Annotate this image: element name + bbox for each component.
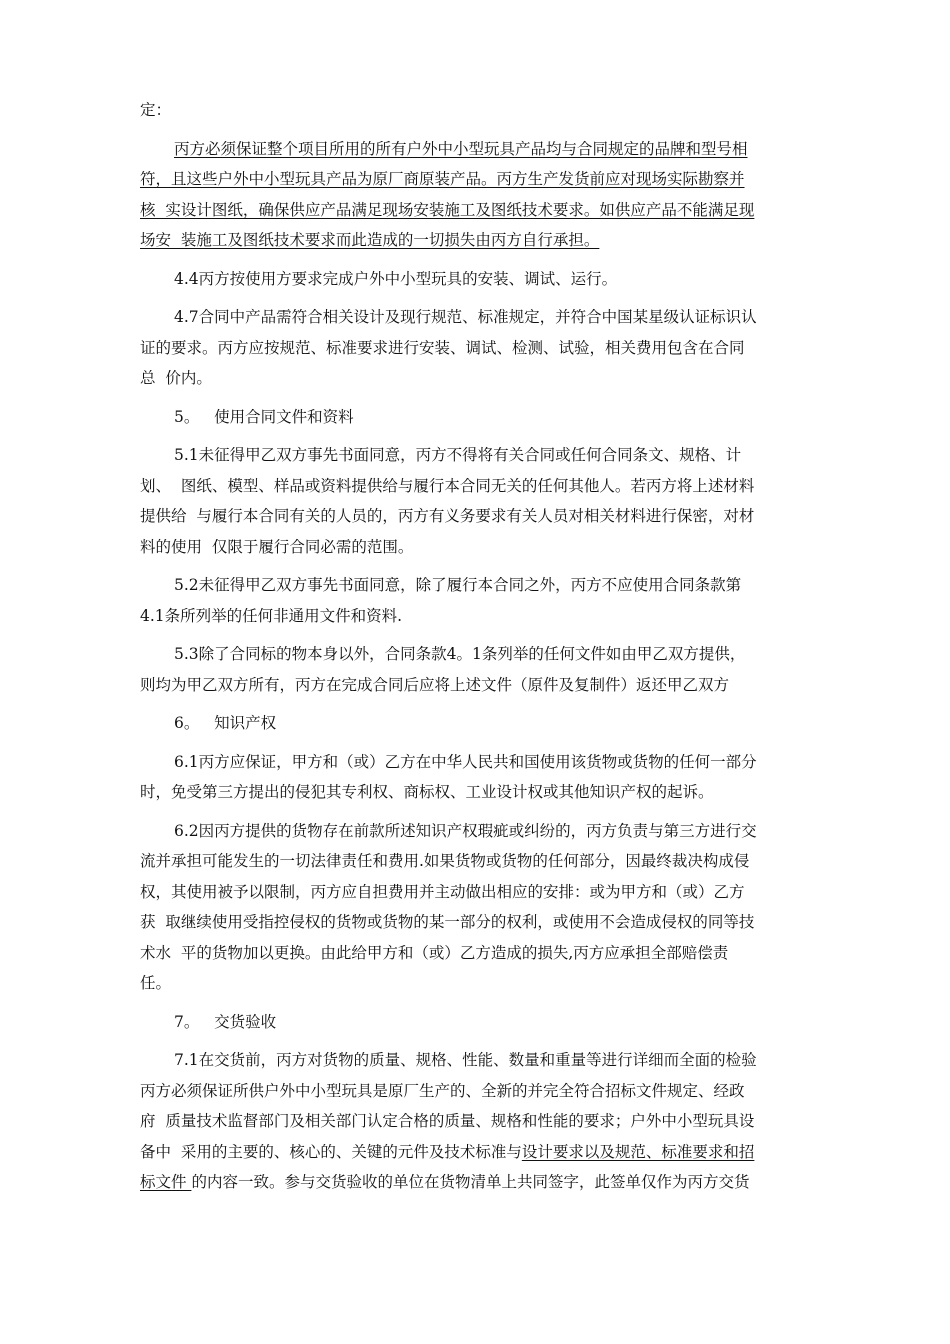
underlined-text: 标文件	[140, 1173, 192, 1191]
line-text: 核 实设计图纸，确保供应产品满足现场安装施工及图纸技术要求。如供应产品不能满足现	[140, 200, 755, 219]
text-line	[140, 1045, 820, 1076]
text-line	[140, 95, 820, 126]
paragraph-gap	[140, 126, 820, 134]
line-text: 术水 平的货物加以更换。由此给甲方和（或）乙方造成的损失,丙方应承担全部赔偿责	[140, 943, 729, 962]
line-text: 4.1条所列举的任何非通用文件和资料.	[140, 606, 403, 625]
line-text: 5.3除了合同标的物本身以外，合同条款4。1条列举的任何文件如由甲乙双方提供，	[174, 645, 746, 663]
line-text: 证的要求。丙方应按规范、标准要求进行安装、调试、检测、试验，相关费用包含在合同	[140, 338, 745, 357]
text-line	[140, 1167, 820, 1198]
line-text: 定：	[140, 101, 172, 119]
line-text: 5.2未征得甲乙双方事先书面同意，除了履行本合同之外，丙方不应使用合同条款第	[174, 576, 742, 594]
line-text: 丙方必须保证所供户外中小型玩具是原厂生产的、全新的并完全符合招标文件规定、经政	[140, 1081, 745, 1100]
paragraph	[140, 816, 820, 999]
line-text: 则均为甲乙双方所有，丙方在完成合同后应将上述文件（原件及复制件）返还甲乙双方	[140, 675, 730, 694]
paragraph-gap	[140, 808, 820, 816]
paragraph	[140, 440, 820, 562]
paragraph-gap	[140, 1037, 820, 1045]
paragraph	[140, 708, 820, 739]
text-line	[140, 363, 820, 394]
line-text: 6.2因丙方提供的货物存在前款所述知识产权瑕疵或纠纷的，丙方负责与第三方进行交	[174, 821, 757, 840]
text-line	[140, 1137, 820, 1168]
line-text: 提供给 与履行本合同有关的人员的，丙方有义务要求有关人员对相关材料进行保密，对材	[140, 507, 755, 525]
paragraph	[140, 639, 820, 700]
text-line	[140, 670, 820, 701]
line-text: 5。 使用合同文件和资料	[174, 407, 354, 426]
text-line	[140, 639, 820, 670]
paragraph	[140, 134, 820, 256]
paragraph-gap	[140, 256, 820, 264]
text-line	[140, 1007, 820, 1038]
text-line	[140, 968, 820, 999]
text-line	[140, 440, 820, 471]
text-line	[140, 501, 820, 532]
text-line	[140, 1106, 820, 1137]
line-text: 4.4丙方按使用方要求完成户外中小型玩具的安装、调试、运行。	[174, 269, 618, 288]
paragraph	[140, 302, 820, 394]
paragraph-gap	[140, 432, 820, 440]
paragraph-gap	[140, 739, 820, 747]
line-text: 获 取继续使用受指控侵权的货物或货物的某一部分的权利，或使用不会造成侵权的同等技	[140, 913, 755, 931]
text-line	[140, 333, 820, 364]
line-text: 时，免受第三方提出的侵犯其专利权、商标权、工业设计权或其他知识产权的起诉。	[140, 783, 714, 801]
line-text: 总 价内。	[140, 369, 212, 387]
text-line	[140, 195, 820, 226]
paragraph-gap	[140, 294, 820, 302]
line-text: 7.1在交货前，丙方对货物的质量、规格、性能、数量和重量等进行详细而全面的检验	[174, 1051, 757, 1069]
underlined-text: 设计要求以及规范、标准要求和招	[521, 1142, 755, 1161]
line-text: 料的使用 仅限于履行合同必需的范围。	[140, 537, 414, 556]
text-line	[140, 601, 820, 632]
line-text: 的内容一致。参与交货验收的单位在货物清单上共同签字，此签单仅作为丙方交货	[191, 1173, 750, 1191]
text-line	[140, 747, 820, 778]
line-text: 府 质量技术监督部门及相关部门认定合格的质量、规格和性能的要求；户外中小型玩具设	[140, 1112, 755, 1130]
line-text: 6.1丙方应保证，甲方和（或）乙方在中华人民共和国使用该货物或货物的任何一部分	[174, 752, 757, 771]
line-text: 4.7合同中产品需符合相关设计及现行规范、标准规定，并符合中国某星级认证标识认	[174, 308, 757, 326]
text-line	[140, 402, 820, 433]
line-text: 备中 采用的主要的、核心的、关键的元件及技术标准与	[140, 1142, 522, 1161]
paragraph-gap	[140, 394, 820, 402]
text-line	[140, 225, 820, 256]
paragraph	[140, 402, 820, 433]
line-text: 任。	[140, 974, 172, 992]
text-line	[140, 134, 820, 165]
text-line	[140, 1076, 820, 1107]
paragraph	[140, 747, 820, 808]
text-line	[140, 264, 820, 295]
text-line	[140, 777, 820, 808]
text-line	[140, 302, 820, 333]
text-line	[140, 846, 820, 877]
text-line	[140, 532, 820, 563]
text-line	[140, 570, 820, 601]
document-body	[140, 95, 820, 1198]
text-line	[140, 907, 820, 938]
line-text: 划、 图纸、模型、样品或资料提供给与履行本合同无关的任何其他人。若丙方将上述材料	[140, 476, 755, 495]
paragraph	[140, 570, 820, 631]
paragraph	[140, 1045, 820, 1198]
line-text: 6。 知识产权	[174, 714, 277, 732]
line-text: 符，且这些户外中小型玩具产品为原厂商原装产品。丙方生产发货前应对现场实际勘察并	[140, 170, 745, 188]
line-text: 5.1未征得甲乙双方事先书面同意，丙方不得将有关合同或任何合同条文、规格、计	[174, 446, 742, 464]
line-text: 丙方必须保证整个项目所用的所有户外中小型玩具产品均与合同规定的品牌和型号相	[174, 139, 748, 158]
paragraph	[140, 1007, 820, 1038]
line-text: 7。 交货验收	[174, 1012, 277, 1031]
paragraph-gap	[140, 999, 820, 1007]
paragraph	[140, 95, 820, 126]
text-line	[140, 877, 820, 908]
text-line	[140, 471, 820, 502]
paragraph	[140, 264, 820, 295]
line-text: 场安 装施工及图纸技术要求而此造成的一切损失由丙方自行承担。	[140, 231, 600, 249]
text-line	[140, 708, 820, 739]
paragraph-gap	[140, 631, 820, 639]
text-line	[140, 938, 820, 969]
paragraph-gap	[140, 700, 820, 708]
text-line	[140, 816, 820, 847]
text-line	[140, 164, 820, 195]
line-text: 流并承担可能发生的一切法律责任和费用.如果货物或货物的任何部分，因最终裁决构成侵	[140, 852, 750, 870]
line-text: 权，其使用被予以限制，丙方应自担费用并主动做出相应的安排：或为甲方和（或）乙方	[140, 882, 745, 901]
paragraph-gap	[140, 562, 820, 570]
